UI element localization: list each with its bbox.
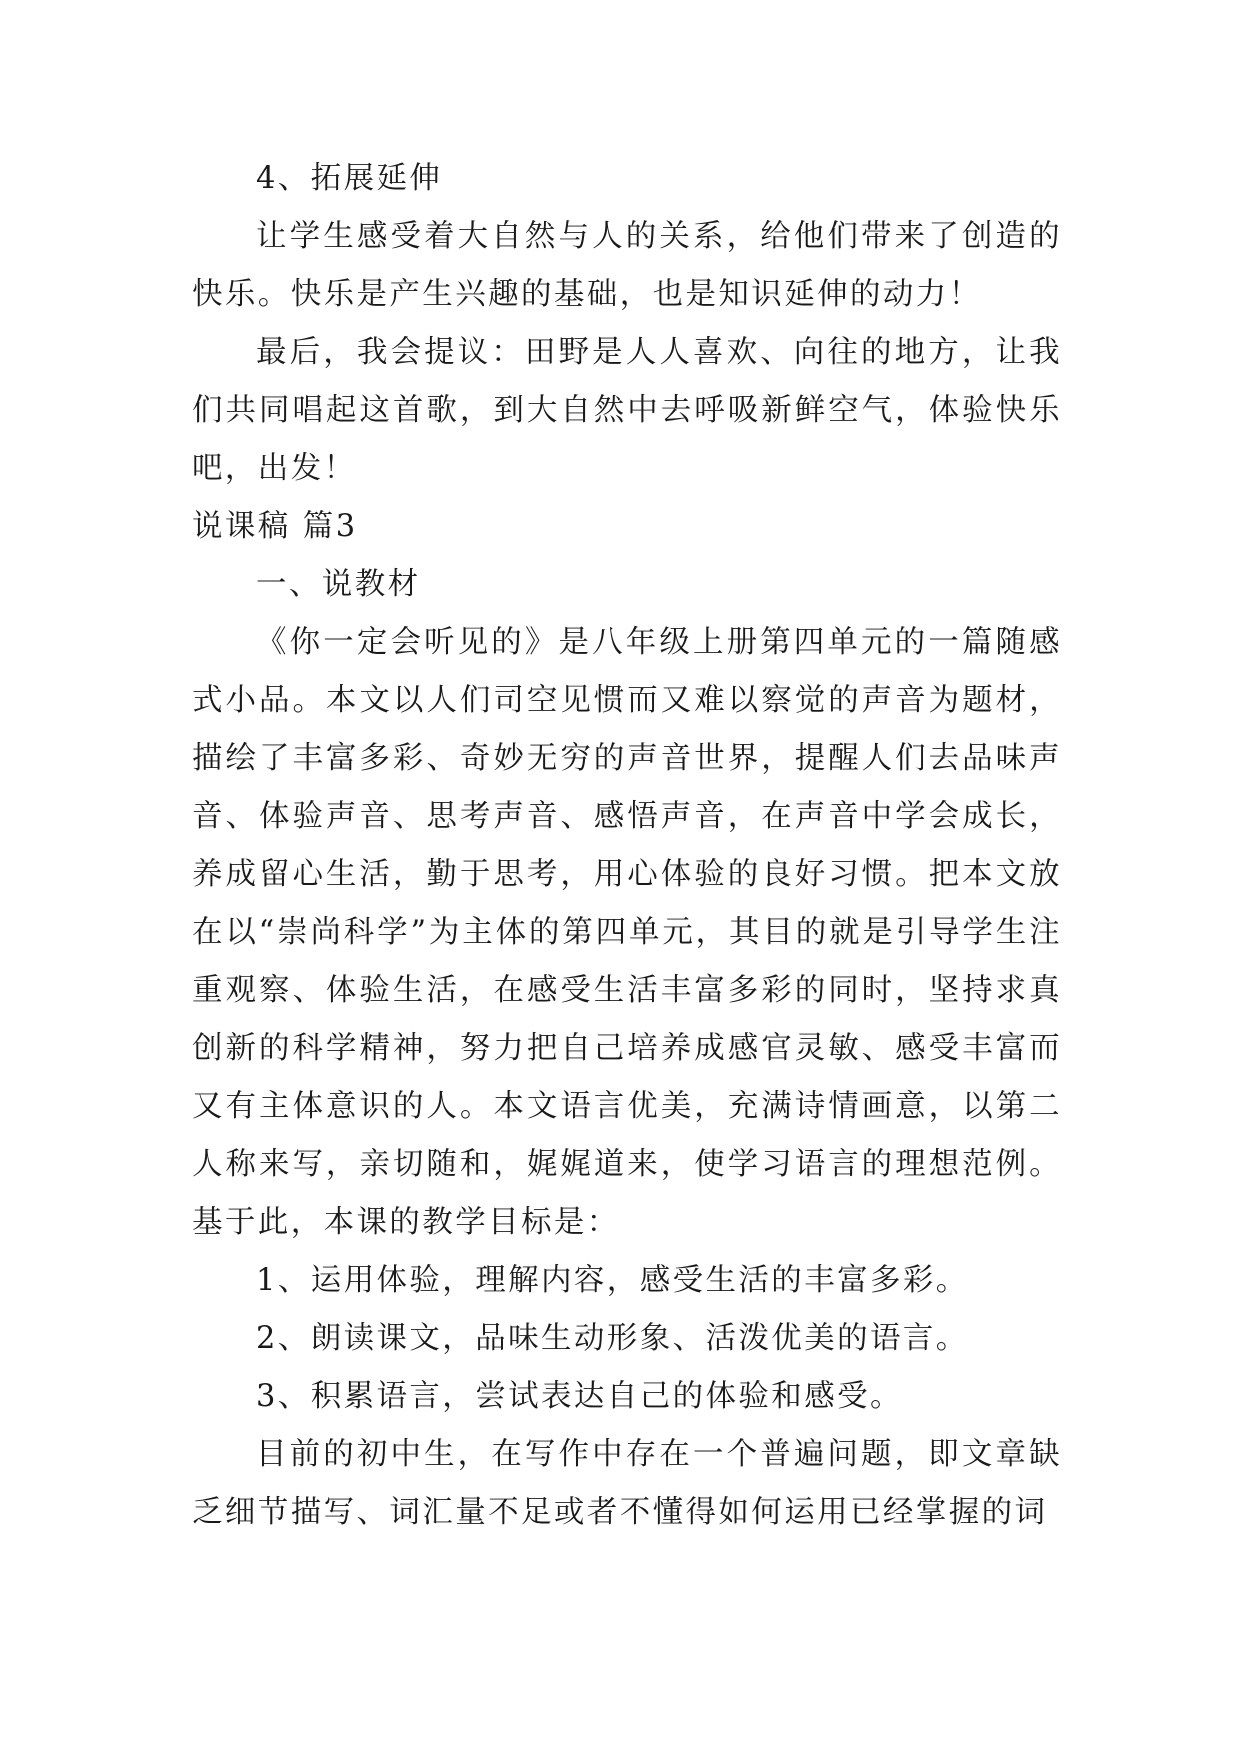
paragraph: 目前的初中生，在写作中存在一个普遍问题，即文章缺乏细节描写、词汇量不足或者不懂得如何运用已经掌握的词 xyxy=(192,1437,1062,1530)
goal-item: 2、朗读课文，品味生动形象、活泼优美的语言。 xyxy=(256,1321,969,1356)
goal-item: 3、积累语言，尝试表达自己的体验和感受。 xyxy=(256,1379,903,1414)
paragraph: 《你一定会听见的》是八年级上册第四单元的一篇随感式小品。本文以人们司空见惯而又难以察觉的声音为题材，描绘了丰富多彩、奇妙无穷的声音世界，提醒人们去品味声音、体验声音、思考声音、感悟声音，在声音中学会成长，养成留心生活，勤于思考，用心体验的良好习惯。把本文放在以“崇尚科学”为主体的第四单元，其目的就是引导学生注重观察、体验生活，在感受生活丰富多彩的同时，坚持求真创新的科学精神，努力把自己培养成感官灵敏、感受丰富而又有主体意识的人。本文语言优美，充满诗情画意，以第二人称来写，亲切随和，娓娓道来，使学习语言的理想范例。基于此，本课的教学目标是： xyxy=(192,625,1062,1240)
paragraph: 让学生感受着大自然与人的关系，给他们带来了创造的快乐。快乐是产生兴趣的基础，也是知识延伸的动力！ xyxy=(192,219,1062,312)
section-heading-extension: 4、拓展延伸 xyxy=(256,161,443,196)
section-heading-textbook: 一、说教材 xyxy=(256,567,421,602)
goal-item: 1、运用体验，理解内容，感受生活的丰富多彩。 xyxy=(256,1263,969,1298)
article-heading: 说课稿 篇3 xyxy=(192,509,358,544)
document-body xyxy=(192,150,1062,1542)
paragraph: 最后，我会提议：田野是人人喜欢、向往的地方，让我们共同唱起这首歌，到大自然中去呼吸新鲜空气，体验快乐吧，出发！ xyxy=(192,335,1062,486)
